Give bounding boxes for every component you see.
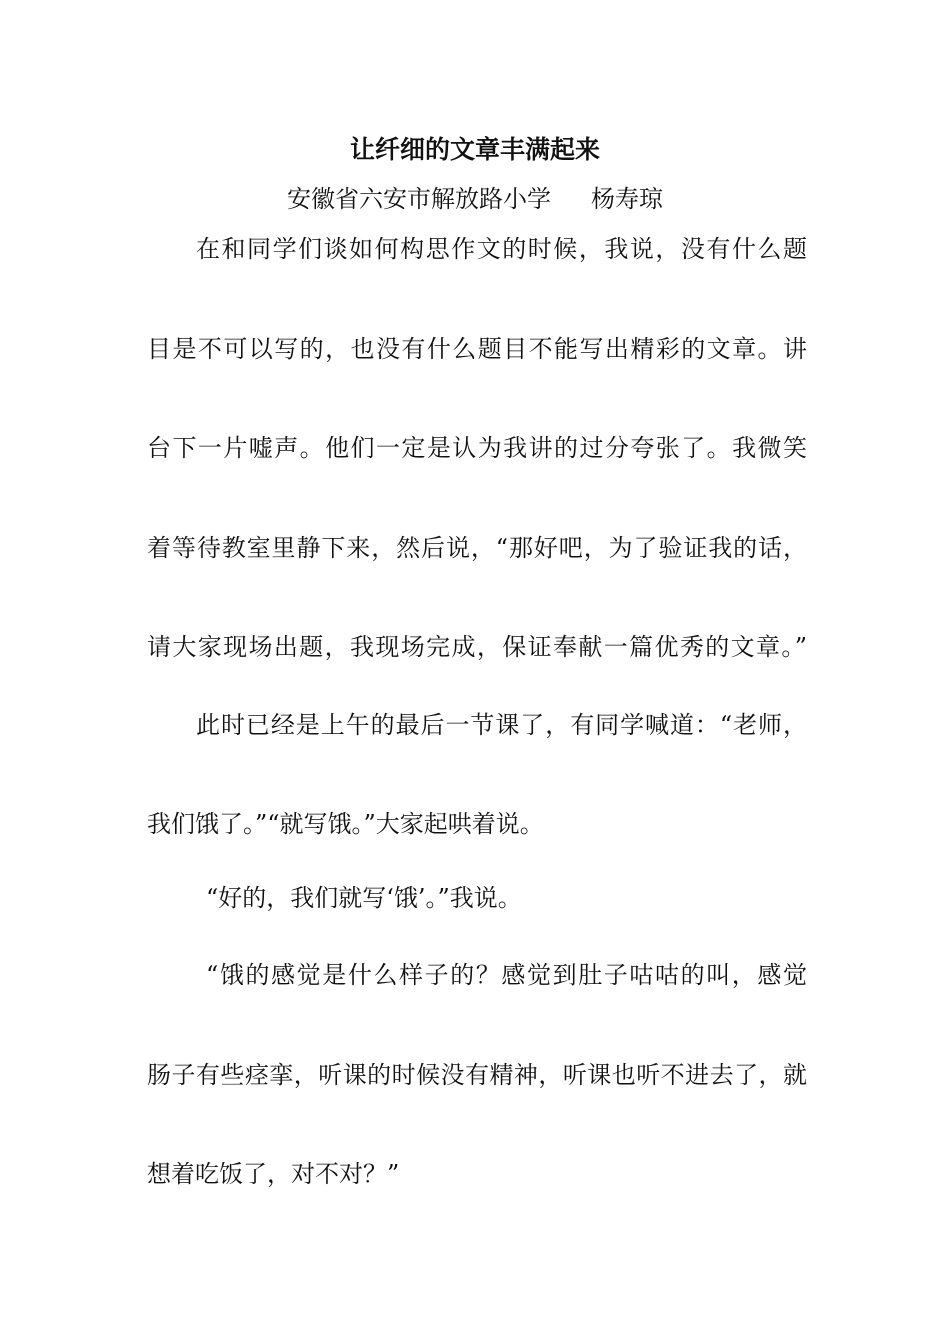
author-name: 杨寿琼 (591, 185, 663, 213)
author-school: 安徽省六安市解放路小学 (287, 185, 551, 213)
paragraph-line: 请大家现场出题，我现场完成，保证奉献一篇优秀的文章。” (147, 633, 807, 661)
paragraph-line: 台下一片嘘声。他们一定是认为我讲的过分夸张了。我微笑 (147, 434, 807, 462)
paragraph-line: 此时已经是上午的最后一节课了，有同学喊道：“老师， (196, 711, 807, 739)
paragraph-line: 我们饿了。”“就写饿。”大家起哄着说。 (147, 810, 544, 838)
paragraph-line: 在和同学们谈如何构思作文的时候，我说，没有什么题 (196, 235, 807, 263)
paragraph-line: 肠子有些痉挛，听课的时候没有精神，听课也听不进去了，就 (147, 1061, 807, 1089)
author-byline (0, 181, 950, 217)
paragraph-line: 目是不可以写的，也没有什么题目不能写出精彩的文章。讲 (147, 335, 807, 363)
paragraph-line: “好的，我们就写‘饿’。”我说。 (206, 884, 522, 912)
paragraph-line: 着等待教室里静下来，然后说，“那好吧，为了验证我的话， (147, 534, 807, 562)
paragraph-line: “饿的感觉是什么样子的？感觉到肚子咕咕的叫，感觉 (206, 961, 807, 989)
document-title: 让纤细的文章丰满起来 (349, 135, 600, 164)
paragraph-line: 想着吃饭了，对不对？” (147, 1160, 400, 1188)
